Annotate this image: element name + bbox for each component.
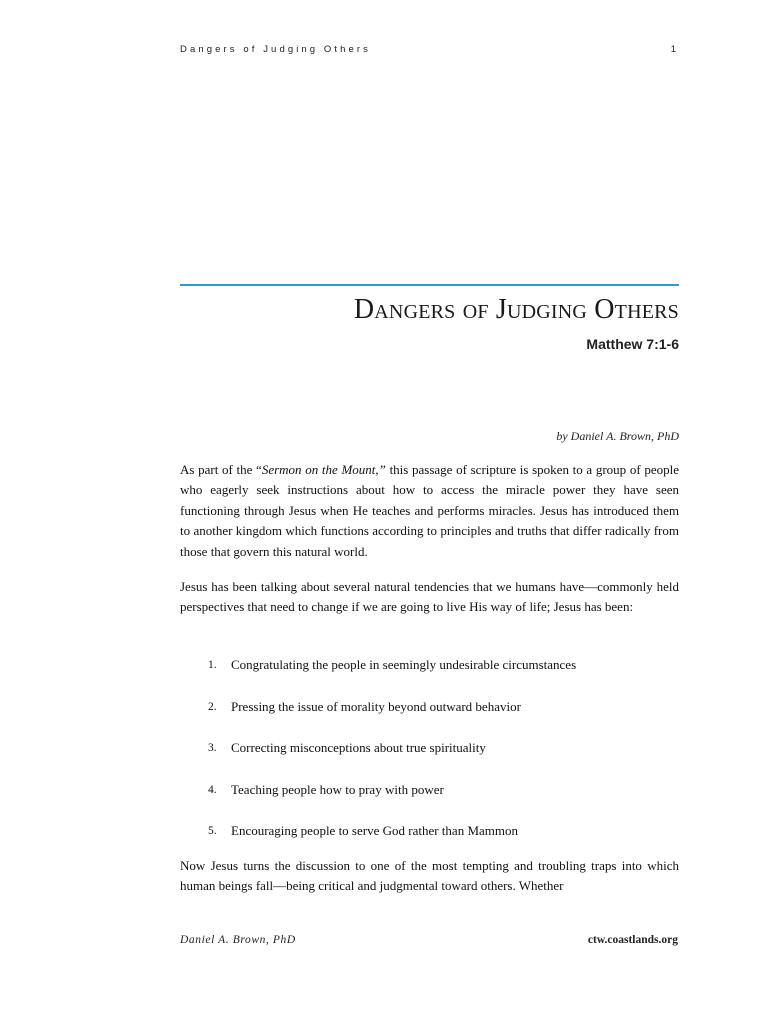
numbered-list	[208, 655, 678, 863]
paragraph-intro	[180, 460, 679, 562]
paragraph-tendencies: Jesus has been talking about several natural tendencies that we humans have—commonly held perspectives that need to change if we are going to live His way of life; Jesus has been:	[180, 579, 679, 615]
document-title: Dangers of Judging Others	[353, 294, 679, 325]
list-item	[208, 738, 678, 780]
list-item-number: 1.	[208, 659, 217, 671]
list-item-number: 5.	[208, 825, 217, 837]
footer-author: Daniel A. Brown, PhD	[180, 934, 296, 946]
list-item-number: 2.	[208, 700, 217, 713]
running-header-title: Dangers of Judging Others	[180, 44, 372, 55]
title-rule	[180, 284, 679, 286]
list-item-number: 4.	[208, 783, 217, 796]
list-item-text: Correcting misconceptions about true spirituality	[231, 740, 486, 755]
paragraph-intro-rest: this passage of scripture is spoken to a group of people who eagerly seek instructions about how to access the miracle power they have seen functioning through Jesus when He teaches and performs miracles. Jesus has introduced them to another kingdom which functions according to principles and truths that differ radically from those that govern this natural world.	[180, 462, 680, 559]
scripture-reference: Matthew 7:1-6	[586, 336, 679, 352]
sermon-title: Sermon on the Mount,”	[261, 462, 386, 477]
list-item-text: Teaching people how to pray with power	[231, 781, 444, 797]
paragraph-intro-lead: As part of the “	[180, 462, 262, 477]
list-item-number: 3.	[208, 742, 217, 754]
list-item	[208, 780, 678, 822]
list-item-text: Pressing the issue of morality beyond outward behavior	[231, 698, 521, 714]
byline: by Daniel A. Brown, PhD	[556, 429, 679, 443]
list-item-text: Congratulating the people in seemingly undesirable circumstances	[231, 657, 577, 672]
running-header	[180, 44, 676, 55]
list-item-text: Encouraging people to serve God rather than Mammon	[231, 823, 518, 838]
list-item	[208, 697, 678, 739]
page-number: 1	[670, 44, 676, 55]
list-item	[208, 655, 678, 697]
paragraph-transition: Now Jesus turns the discussion to one of the most tempting and troubling traps into which human beings fall—being critical and judgmental toward others. Whether	[180, 858, 679, 894]
footer-website: ctw.coastlands.org	[587, 934, 678, 946]
